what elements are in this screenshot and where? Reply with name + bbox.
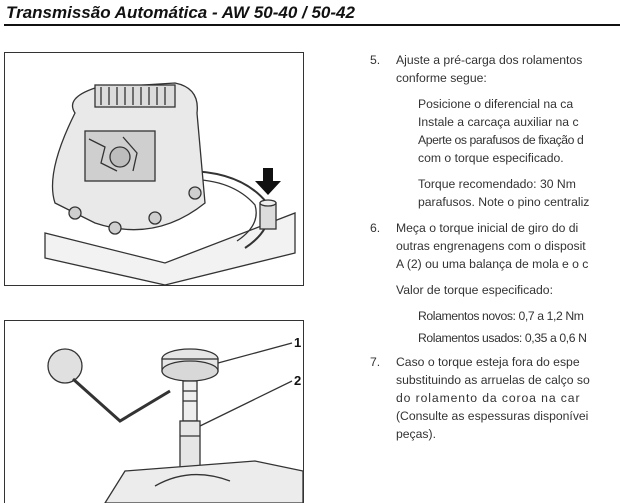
step-6-new-bearings: Rolamentos novos: 0,7 a 1,2 Nm [418,309,584,323]
step-5-line-2: conforme segue: [396,71,487,85]
callout-2: 2 [294,373,302,388]
page-header [4,2,620,26]
differential-housing-figure [4,52,304,286]
torque-measurement-figure [4,320,304,503]
step-5-sub-1: Posicione o diferencial na ca [418,97,574,111]
step-7-line-5: peças). [396,427,436,441]
step-6-line-2: outras engrenagens com o disposit [396,239,586,253]
arrow-down-icon [255,168,281,195]
step-5-number: 5. [370,53,381,67]
callout-1: 1 [294,335,302,350]
torque-measurement-drawing [5,321,303,503]
step-5-sub-2: Instale a carcaça auxiliar na c [418,115,579,129]
step-6-line-3: A (2) ou uma balança de mola e o c [396,257,589,271]
step-5-torque-2: parafusos. Note o pino centraliz [418,195,590,209]
step-5-line-1: Ajuste a pré-carga dos rolamentos [396,53,583,67]
step-7-number: 7. [370,355,381,369]
step-6-line-1: Meça o torque inicial de giro do di [396,221,579,235]
instructions-column [370,52,620,502]
step-7-line-1: Caso o torque esteja fora do espe [396,355,580,369]
step-6-used-bearings: Rolamentos usados: 0,35 a 0,6 N [418,331,587,345]
step-5-sub-4: com o torque especificado. [418,151,564,165]
step-7-line-4: (Consulte as espessuras disponívei [396,409,589,423]
step-7-line-2: substituindo as arruelas de calço so [396,373,590,387]
page-title: Transmissão Automática - AW 50-40 / 50-42 [6,3,355,22]
step-6-value-label: Valor de torque especificado: [396,283,553,297]
differential-housing-drawing [5,53,303,285]
step-5-sub-3: Aperte os parafusos de fixação d [418,133,584,147]
step-7-line-3: do rolamento da coroa na car [396,391,581,405]
step-5-torque-1: Torque recomendado: 30 Nm [418,177,576,191]
step-6-number: 6. [370,221,381,235]
